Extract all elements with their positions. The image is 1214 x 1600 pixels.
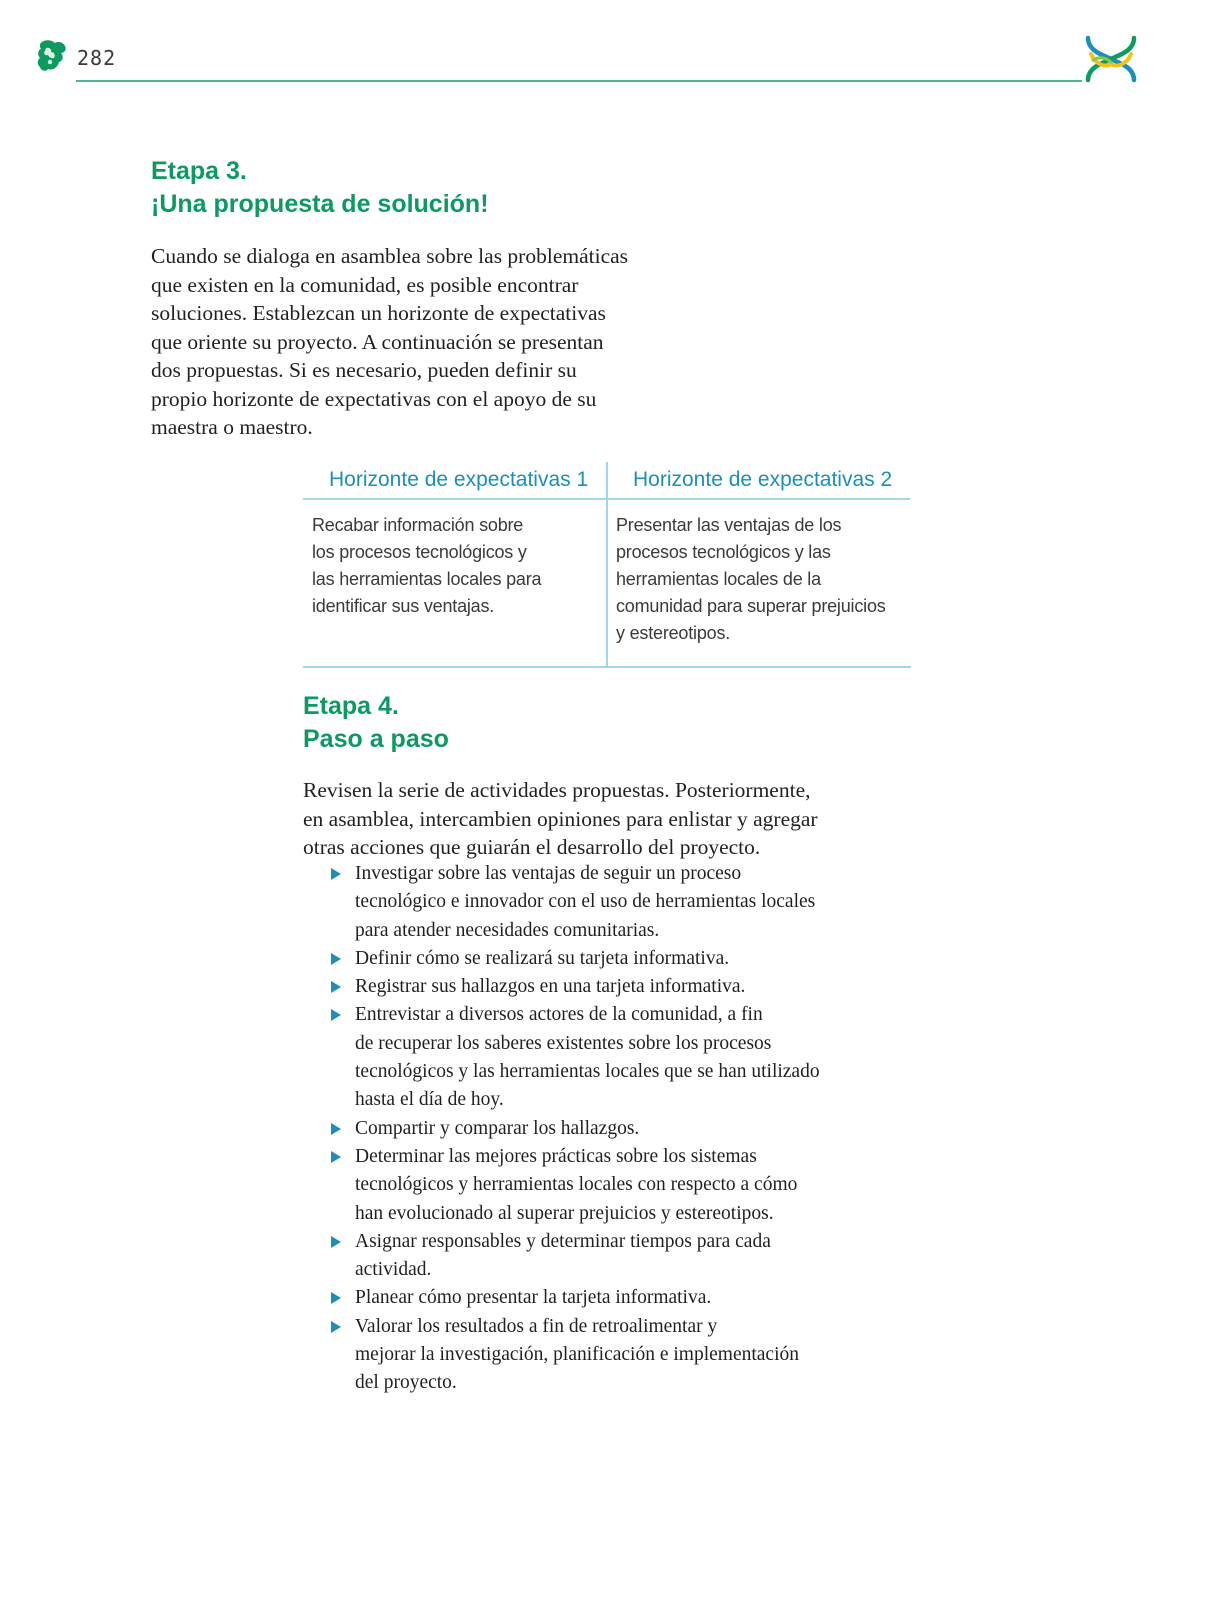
- step-list-item: [328, 1001, 868, 1114]
- expectations-table: [303, 462, 911, 668]
- step-text-line: Registrar sus hallazgos en una tarjeta informativa.: [355, 976, 746, 998]
- step-text-line: actividad.: [355, 1259, 432, 1281]
- step-list-item: [328, 945, 868, 973]
- triangle-bullet-icon: [331, 1236, 341, 1248]
- step-text-line: de recuperar los saberes existentes sobre los procesos: [355, 1032, 772, 1054]
- step-text-line: Determinar las mejores prácticas sobre los sistemas: [355, 1145, 757, 1167]
- step-text-line: Valorar los resultados a fin de retroalimentar y: [355, 1315, 718, 1337]
- step-text-line: Asignar responsables y determinar tiempos para cada: [355, 1230, 771, 1252]
- table-cell-line: herramientas locales de la: [616, 569, 821, 589]
- triangle-bullet-icon: [331, 953, 341, 965]
- step-list-item: [328, 1143, 868, 1228]
- paragraph-line: que oriente su proyecto. A continuación se presentan: [151, 329, 604, 354]
- paragraph-line: Cuando se dialoga en asamblea sobre las problemáticas: [151, 244, 629, 268]
- step-list-item: [328, 973, 868, 1001]
- triangle-bullet-icon: [331, 1321, 341, 1333]
- stage3-title: ¡Una propuesta de solución!: [151, 190, 489, 218]
- step-text-line: tecnológicos y herramientas locales con respecto a cómo: [355, 1174, 798, 1196]
- stage4-label: Etapa 4.: [303, 692, 399, 720]
- paragraph-line: otras acciones que guiarán el desarrollo del proyecto.: [303, 835, 761, 859]
- stage4-heading: [303, 690, 449, 756]
- step-text-line: mejorar la investigación, planificación e implementación: [355, 1344, 799, 1366]
- header-divider: [76, 80, 1082, 82]
- expectations-header-2: Horizonte de expectativas 2: [607, 462, 910, 500]
- paragraph-line: que existen en la comunidad, es posible encontrar: [151, 272, 579, 297]
- table-cell-line: y estereotipos.: [616, 623, 731, 643]
- step-list-item: [328, 1228, 868, 1285]
- stage3-label: Etapa 3.: [151, 157, 247, 185]
- triangle-bullet-icon: [331, 981, 341, 993]
- paragraph-line: en asamblea, intercambien opiniones para enlistar y agregar: [303, 806, 818, 831]
- triangle-bullet-icon: [331, 868, 341, 880]
- table-cell-line: comunidad para superar prejuicios: [616, 596, 886, 616]
- expectations-column-1: [303, 462, 606, 666]
- paragraph-line: maestra o maestro.: [151, 415, 313, 439]
- expectations-text-2: [607, 500, 910, 647]
- triangle-bullet-icon: [331, 1292, 341, 1304]
- page-number: 282: [77, 46, 117, 70]
- stage3-intro-paragraph: [151, 242, 711, 442]
- expectations-header-1: Horizonte de expectativas 1: [303, 462, 606, 500]
- interlinked-rings-icon: [1082, 30, 1140, 88]
- step-text-line: Investigar sobre las ventajas de seguir un proceso: [355, 863, 742, 884]
- table-cell-line: procesos tecnológicos y las: [616, 542, 831, 562]
- step-text-line: Entrevistar a diversos actores de la comunidad, a fin: [355, 1004, 763, 1026]
- step-text-line: tecnológicos y las herramientas locales que se han utilizado: [355, 1061, 820, 1083]
- table-cell-line: Presentar las ventajas de los: [616, 515, 842, 535]
- green-shield-logo-icon: [36, 38, 68, 74]
- step-list-item: [328, 860, 868, 945]
- step-text-line: del proyecto.: [355, 1372, 457, 1394]
- stage4-intro-paragraph: [303, 776, 903, 862]
- step-list-item: [328, 1115, 868, 1143]
- triangle-bullet-icon: [331, 1123, 341, 1135]
- stage4-title: Paso a paso: [303, 725, 449, 753]
- step-text-line: tecnológico e innovador con el uso de herramientas locales: [355, 891, 816, 913]
- step-list-item: [328, 1313, 868, 1398]
- triangle-bullet-icon: [331, 1151, 341, 1163]
- step-text-line: Compartir y comparar los hallazgos.: [355, 1117, 640, 1139]
- table-cell-line: identificar sus ventajas.: [312, 596, 495, 616]
- table-cell-line: los procesos tecnológicos y: [312, 542, 527, 562]
- step-list-item: [328, 1284, 868, 1312]
- step-text-line: hasta el día de hoy.: [355, 1089, 504, 1111]
- paragraph-line: Revisen la serie de actividades propuestas. Posteriormente,: [303, 778, 811, 802]
- table-cell-line: las herramientas locales para: [312, 569, 542, 589]
- paragraph-line: soluciones. Establezcan un horizonte de expectativas: [151, 301, 606, 325]
- paragraph-line: dos propuestas. Si es necesario, pueden definir su: [151, 358, 577, 382]
- step-text-line: para atender necesidades comunitarias.: [355, 919, 660, 941]
- stage3-heading: [151, 155, 489, 221]
- paragraph-line: propio horizonte de expectativas con el apoyo de su: [151, 386, 597, 411]
- steps-list: [328, 860, 868, 1398]
- triangle-bullet-icon: [331, 1009, 341, 1021]
- step-text-line: Planear cómo presentar la tarjeta informativa.: [355, 1287, 712, 1309]
- expectations-column-2: [607, 462, 910, 666]
- table-cell-line: Recabar información sobre: [312, 515, 524, 535]
- step-text-line: Definir cómo se realizará su tarjeta informativa.: [355, 947, 730, 969]
- step-text-line: han evolucionado al superar prejuicios y estereotipos.: [355, 1202, 774, 1224]
- expectations-text-1: [303, 500, 606, 620]
